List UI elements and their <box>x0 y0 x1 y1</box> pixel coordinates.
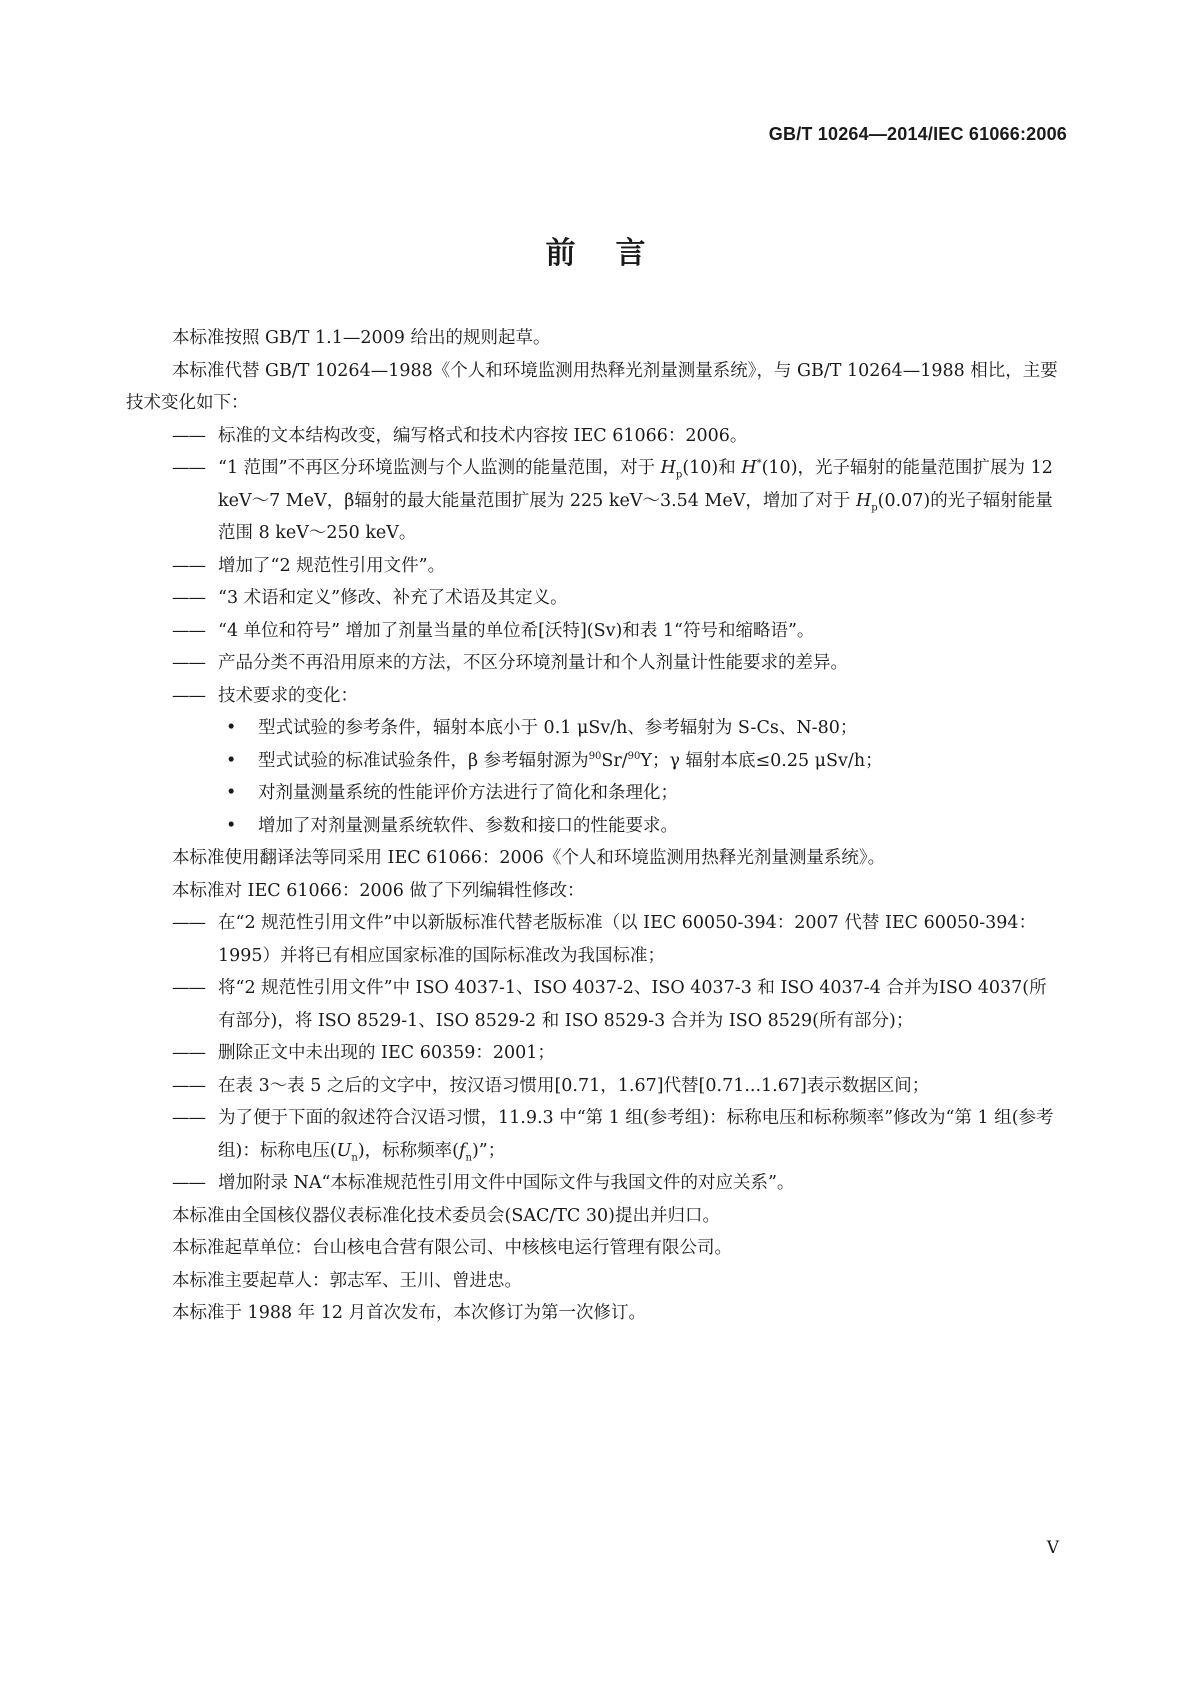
bullet-marker: • <box>226 718 237 738</box>
bullet-item <box>126 745 1060 778</box>
paragraph: 本标准代替 GB/T 10264—1988《个人和环境监测用热释光剂量测量系统》，与 GB/T 10264—1988 相比，主要技术变化如下： <box>126 360 1058 413</box>
list-item <box>126 420 1060 453</box>
list-item-text: 将“2 规范性引用文件”中 ISO 4037-1、ISO 4037-2、ISO 4037-3 和 ISO 4037-4 合并为ISO 4037(所有部分)，将 ISO 8529-1、ISO 8529-2 和 ISO 8529-3 合并为 ISO 8529(所有部分)； <box>218 978 1047 1031</box>
list-item-text: (10)，光子辐射的能量范围扩展为 12 keV～7 MeV，β辐射的最大能量范围扩展为 225 keV～3.54 MeV，增加了对于 <box>218 458 1053 511</box>
superscript: 90 <box>627 750 641 762</box>
list-item-text: “3 术语和定义”修改、补充了术语及其定义。 <box>218 588 568 608</box>
subscript: p <box>871 502 878 513</box>
page-number: V <box>1046 1538 1059 1558</box>
bullet-marker: • <box>226 783 237 803</box>
symbol-u: U <box>336 1140 352 1161</box>
list-item <box>126 615 1060 648</box>
bullet-item <box>126 777 1060 810</box>
list-item-text: 增加了“2 规范性引用文件”。 <box>218 555 446 576</box>
dash-marker: —— <box>172 1043 205 1063</box>
list-item-text: 产品分类不再沿用原来的方法，不区分环境剂量计和个人剂量计性能要求的差异。 <box>218 653 848 673</box>
dash-marker: —— <box>172 653 205 673</box>
dash-marker: —— <box>172 913 205 933</box>
superscript: 90 <box>588 750 602 762</box>
list-item <box>126 1102 1060 1167</box>
symbol-f: f <box>459 1140 466 1161</box>
bullet-text: 型式试验的参考条件，辐射本底小于 0.1 μSv/h、参考辐射为 S-Cs、N-80； <box>258 718 858 738</box>
list-item <box>126 1037 1060 1070</box>
paragraph: 本标准由全国核仪器仪表标准化技术委员会(SAC/TC 30)提出并归口。 <box>172 1205 720 1226</box>
bullet-marker: • <box>226 815 237 836</box>
superscript: * <box>756 458 762 470</box>
standard-code: GB/T 10264—2014/IEC 61066:2006 <box>768 124 1067 144</box>
bullet-text: Y；γ 辐射本底≤0.25 μSv/h； <box>640 750 883 771</box>
list-item <box>126 1070 1060 1103</box>
subscript: p <box>675 469 683 481</box>
list-item <box>126 1167 1060 1200</box>
dash-marker: —— <box>172 458 205 478</box>
dash-marker: —— <box>172 620 205 641</box>
paragraph: 本标准主要起草人：郭志军、王川、曾进忠。 <box>172 1270 522 1291</box>
dash-marker: —— <box>172 588 205 608</box>
bullet-text: 增加了对剂量测量系统软件、参数和接口的性能要求。 <box>258 815 678 836</box>
paragraph: 本标准于 1988 年 12 月首次发布，本次修订为第一次修订。 <box>172 1303 647 1323</box>
bullet-text: Sr/ <box>601 750 628 771</box>
page-title: 前言 <box>545 236 686 271</box>
list-item-text: )，标称频率( <box>357 1140 460 1161</box>
list-item <box>126 452 1060 550</box>
subscript: n <box>465 1152 472 1163</box>
symbol-h: H <box>741 458 757 478</box>
list-item <box>126 972 1060 1037</box>
list-item <box>126 680 1060 713</box>
list-item-text: 在表 3～表 5 之后的文字中，按汉语习惯用[0.71，1.67]代替[0.71...1.67]表示数据区间； <box>218 1075 930 1096</box>
dash-marker: —— <box>172 425 205 446</box>
list-item-text: 标准的文本结构改变，编写格式和技术内容按 IEC 61066：2006。 <box>218 425 748 446</box>
dash-marker: —— <box>172 1173 205 1193</box>
dash-marker: —— <box>172 685 205 706</box>
list-item-text: 删除正文中未出现的 IEC 60359：2001； <box>218 1043 555 1063</box>
list-item-text: “1 范围”不再区分环境监测与个人监测的能量范围，对于 <box>218 458 661 478</box>
dash-marker: —— <box>172 1075 205 1096</box>
list-item <box>126 907 1060 972</box>
symbol-h: H <box>855 490 872 511</box>
bullet-item <box>126 712 1060 745</box>
dash-marker: —— <box>172 555 205 576</box>
list-item-text: 增加附录 NA“本标准规范性引用文件中国际文件与我国文件的对应关系”。 <box>218 1173 795 1193</box>
dash-marker: —— <box>172 1108 205 1128</box>
paragraph: 本标准按照 GB/T 1.1—2009 给出的规则起草。 <box>172 328 551 348</box>
subscript: n <box>351 1152 358 1163</box>
list-item <box>126 647 1060 680</box>
list-item-text: (10)和 <box>682 458 742 478</box>
list-item-text: (0.07)的光子辐射能量范围 8 keV～250 keV。 <box>218 490 1053 543</box>
paragraph: 本标准起草单位：台山核电合营有限公司、中核核电运行管理有限公司。 <box>172 1238 732 1258</box>
symbol-h: H <box>660 458 676 478</box>
bullet-item <box>126 810 1060 843</box>
list-item <box>126 582 1060 615</box>
list-item-text: 在“2 规范性引用文件”中以新版标准代替老版标准（以 IEC 60050-394：2007 代替 IEC 60050-394：1995）并将已有相应国家标准的国际标准改为我国标准； <box>218 913 1037 966</box>
paragraph: 本标准对 IEC 61066：2006 做了下列编辑性修改： <box>172 880 585 901</box>
bullet-text: 对剂量测量系统的性能评价方法进行了简化和条理化； <box>258 783 678 803</box>
list-item-text: )”； <box>471 1140 506 1161</box>
bullet-marker: • <box>226 750 237 771</box>
list-item <box>126 550 1060 583</box>
list-item-text: 为了便于下面的叙述符合汉语习惯，11.9.3 中“第 1 组(参考组)：标称电压和标称频率”修改为“第 1 组(参考组)：标称电压( <box>218 1108 1054 1161</box>
list-item-text: 技术要求的变化： <box>218 685 358 706</box>
bullet-text: 型式试验的标准试验条件，β 参考辐射源为 <box>258 750 589 771</box>
foreword-body <box>126 322 1060 1330</box>
dash-marker: —— <box>172 978 205 998</box>
list-item-text: “4 单位和符号” 增加了剂量当量的单位希[沃特](Sv)和表 1“符号和缩略语”。 <box>218 620 815 641</box>
paragraph: 本标准使用翻译法等同采用 IEC 61066：2006《个人和环境监测用热释光剂量测量系统》。 <box>172 848 886 868</box>
